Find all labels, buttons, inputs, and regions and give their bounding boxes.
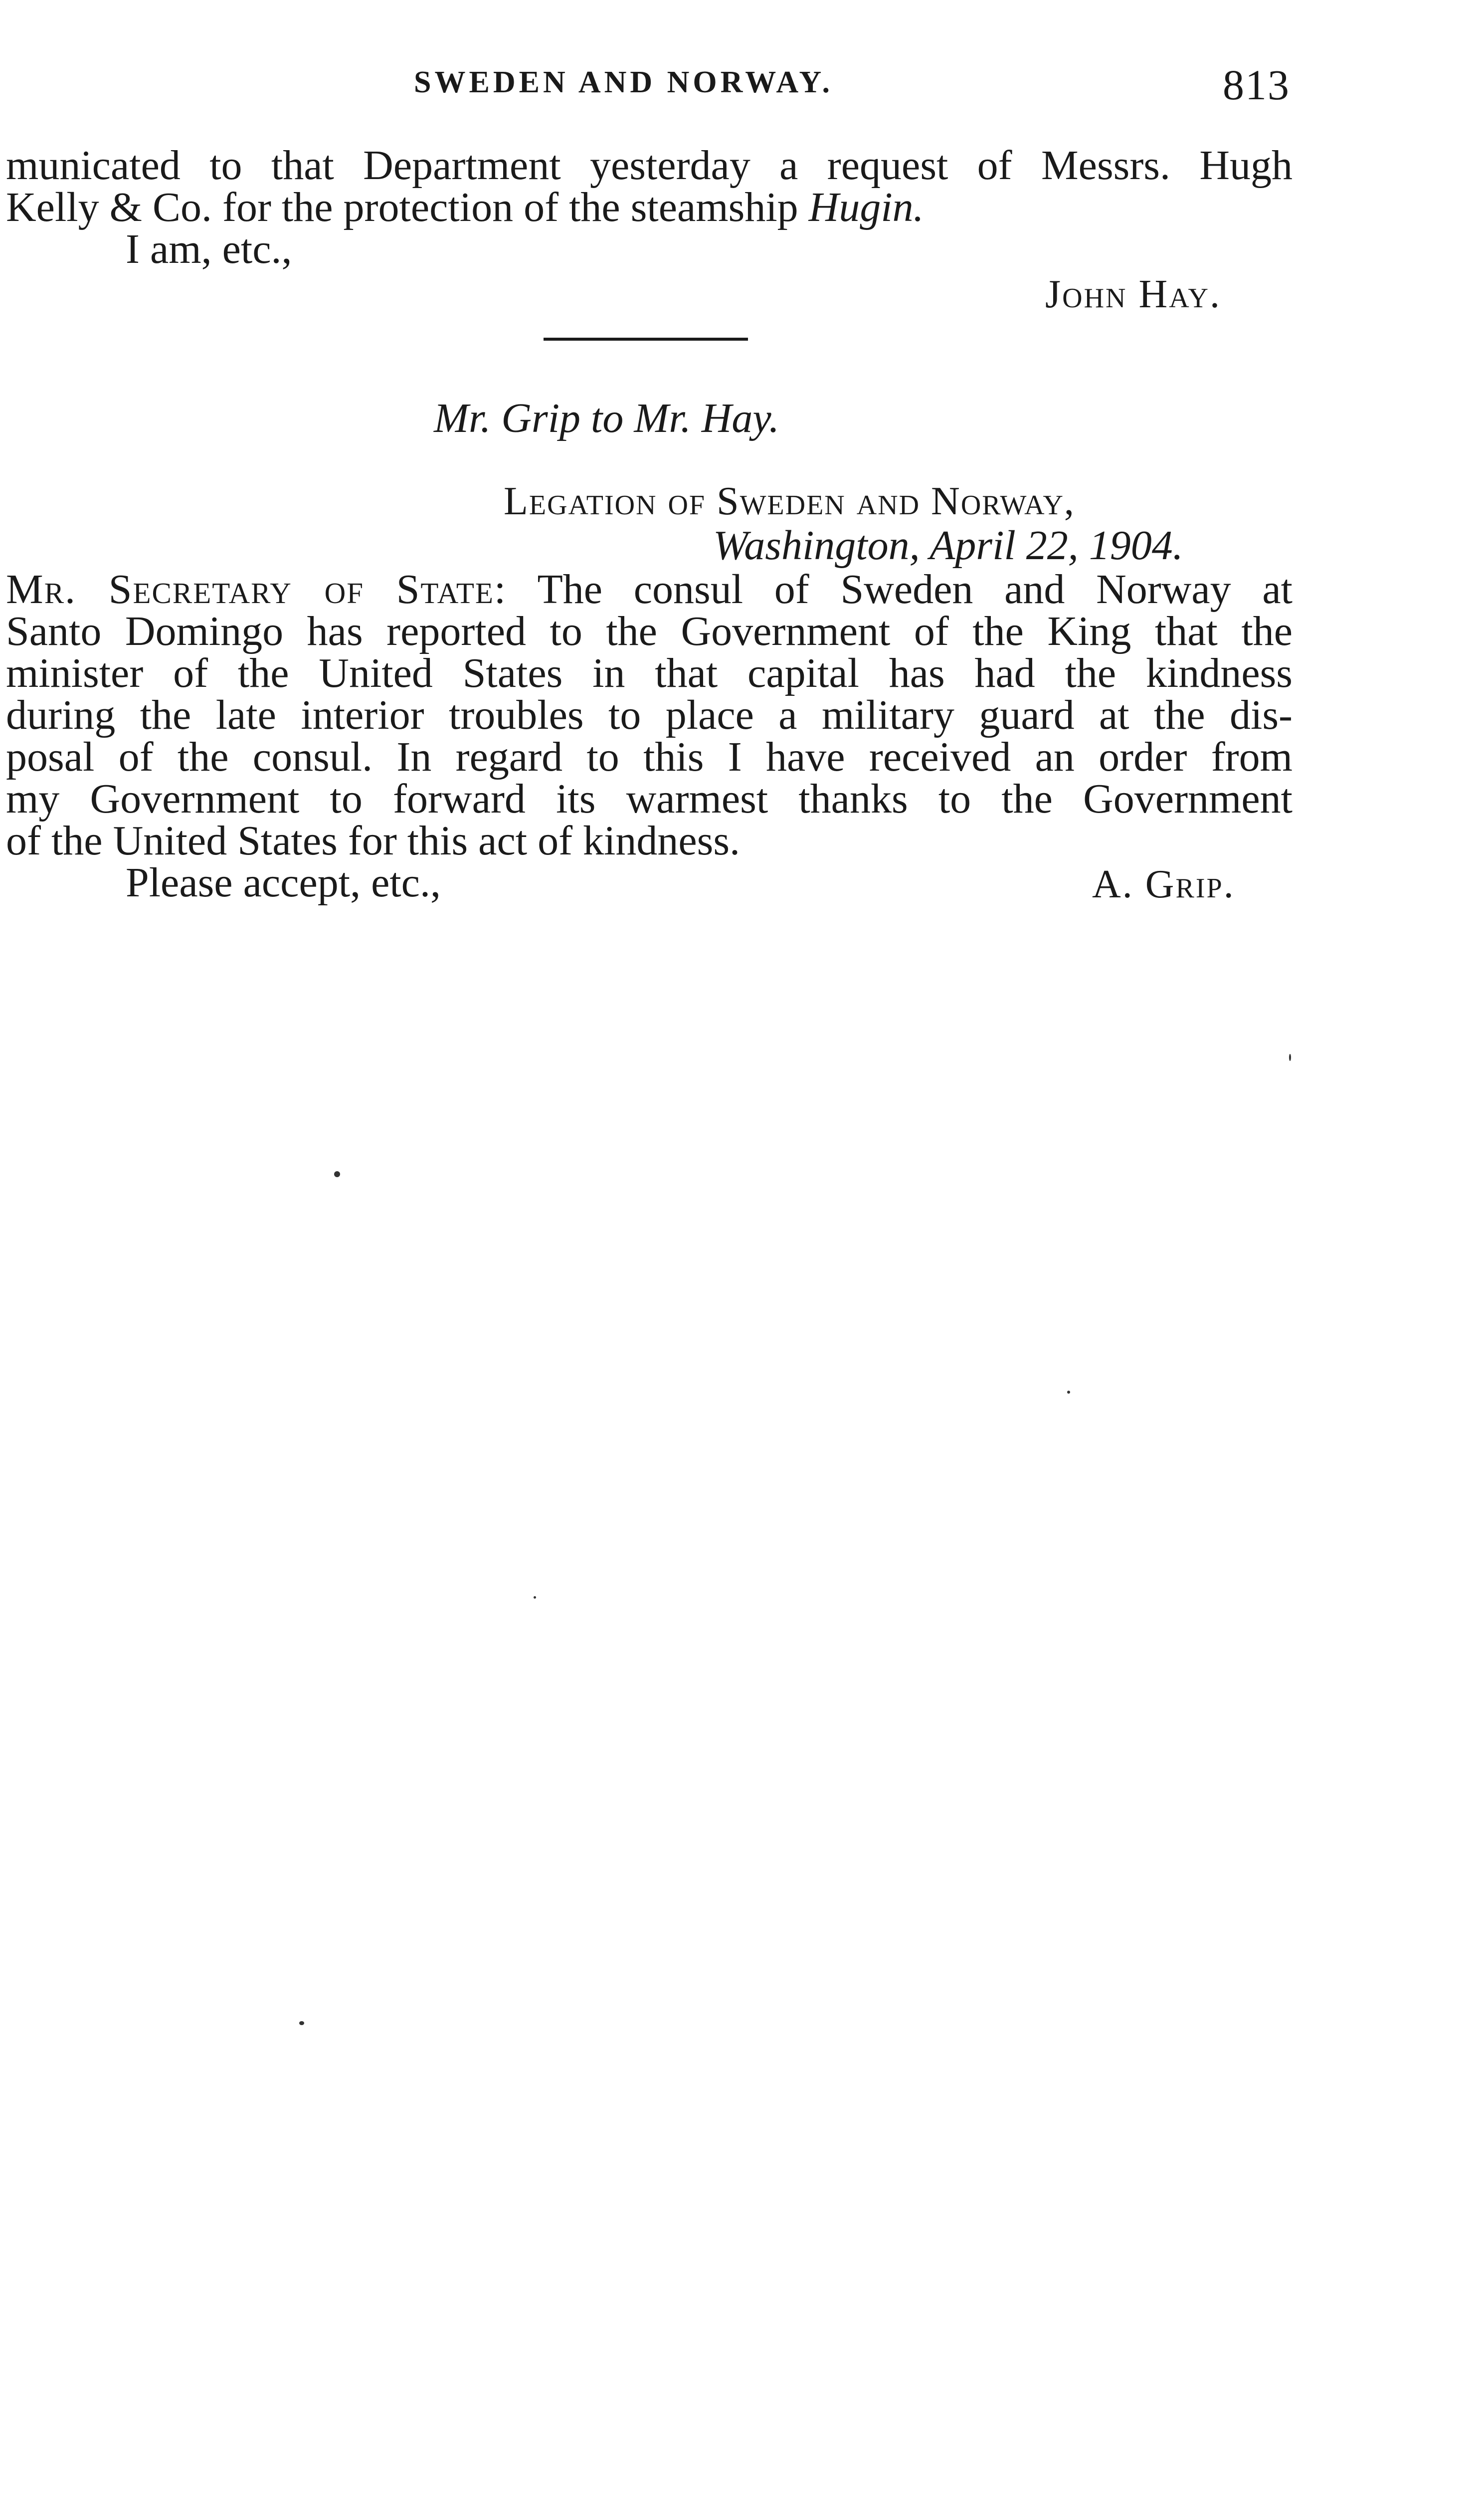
letter-body	[6, 566, 1293, 906]
text-line: minister of the United States in that capital has had the kindness	[6, 650, 1293, 696]
text-line	[6, 184, 1293, 230]
scan-speck	[299, 2021, 304, 2025]
scan-speck	[534, 1596, 536, 1599]
salutation: Mr. Secretary of State:	[6, 566, 507, 613]
dateline: Washington, April 22, 1904.	[713, 522, 1183, 569]
closing-line: I am, etc.,	[126, 226, 292, 272]
scan-speck	[1289, 1054, 1291, 1061]
sender-address: Legation of Sweden and Norway,	[504, 479, 1075, 523]
text-line: posal of the consul. In regard to this I have received an order from	[6, 734, 1293, 780]
closing-line: Please accept, etc.,	[126, 859, 441, 906]
page-number: 813	[1223, 61, 1290, 109]
scan-speck	[334, 1171, 340, 1177]
text-line: of the United States for this act of kindness.	[6, 818, 741, 864]
running-head	[0, 60, 1484, 115]
running-title: SWEDEN AND NORWAY.	[414, 65, 834, 99]
text-line	[6, 566, 1293, 613]
signature-john-hay: John Hay.	[1045, 272, 1221, 316]
text-line: during the late interior troubles to place a military guard at the dis-	[6, 692, 1293, 738]
scan-speck	[1067, 1391, 1070, 1394]
text-line: Santo Domingo has reported to the Government of the King that the	[6, 608, 1293, 654]
text-line: my Government to forward its warmest thanks to the Government	[6, 776, 1293, 822]
letter-heading: Mr. Grip to Mr. Hay.	[434, 395, 780, 441]
text-fragment: The consul of Sweden and Norway at	[507, 566, 1293, 613]
section-divider	[544, 338, 748, 341]
text-line: municated to that Department yesterday a request of Messrs. Hugh	[6, 142, 1293, 189]
text-fragment: Kelly & Co. for the protection of the steamship	[6, 184, 809, 230]
prior-letter-text	[6, 142, 1293, 272]
signature-a-grip: A. Grip.	[1092, 862, 1235, 906]
ship-name: Hugin.	[808, 184, 924, 230]
